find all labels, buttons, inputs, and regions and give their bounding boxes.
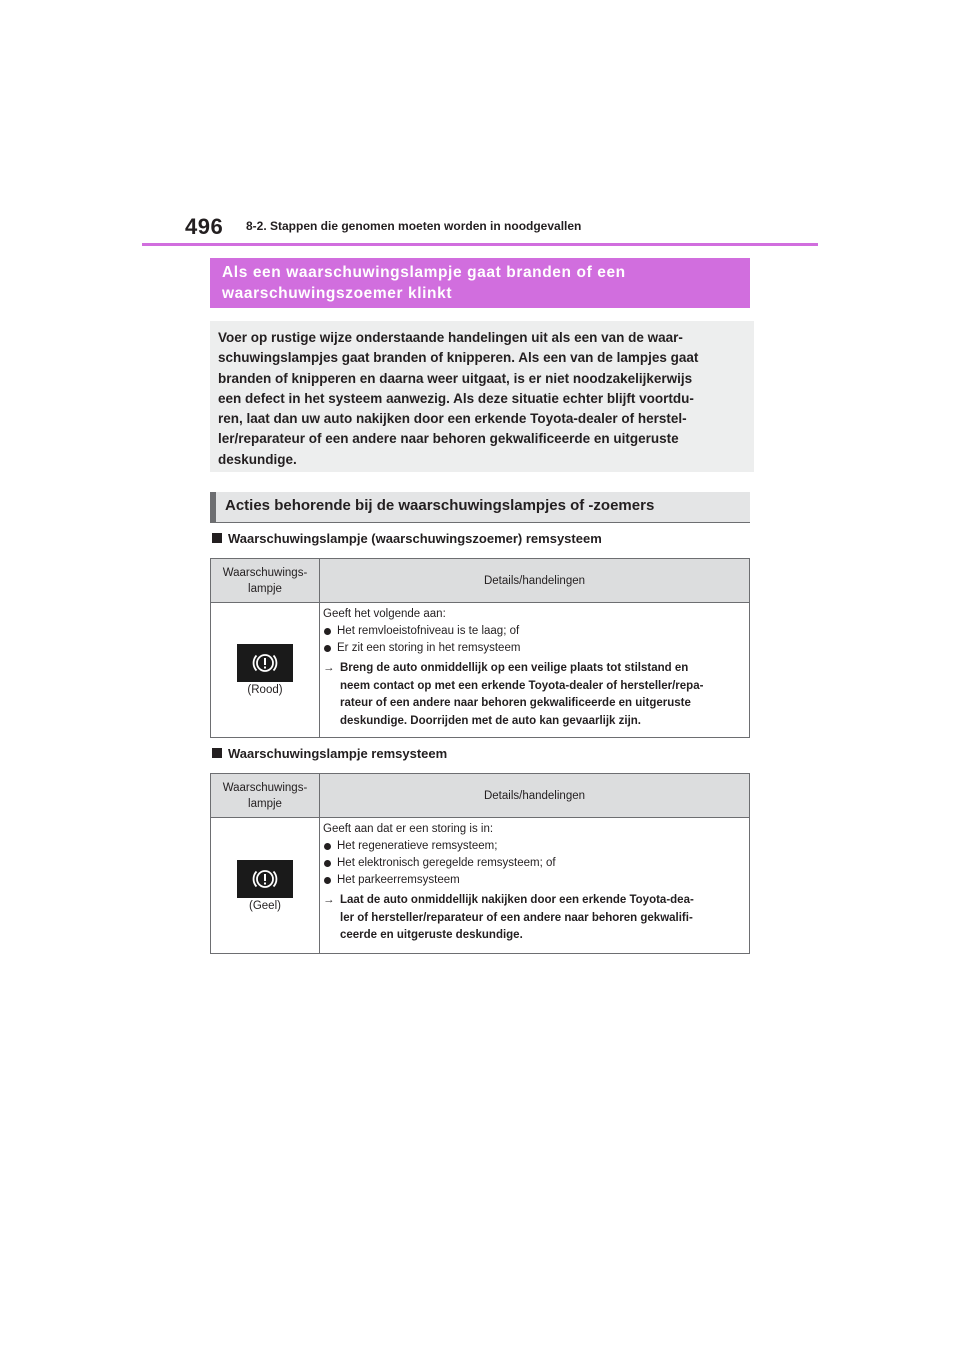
square-bullet-icon <box>212 748 222 758</box>
section-heading: Acties behorende bij de waarschuwingslampjes of -zoemers <box>210 492 750 523</box>
intro-box <box>210 321 754 472</box>
intro-line: ren, laat dan uw auto nakijken door een erkende Toyota-dealer of herstel- <box>218 411 687 427</box>
warning-table-1 <box>210 558 750 738</box>
action-line: neem contact op met een erkende Toyota-dealer of hersteller/repa- <box>340 679 704 692</box>
subheading-brake-system-lamp <box>212 746 447 761</box>
list-item <box>323 640 745 657</box>
page-number: 496 <box>185 214 224 239</box>
header-cell-lamp <box>211 559 320 603</box>
details-cell <box>320 818 750 954</box>
action-line: Laat de auto onmiddellijk nakijken door een erkende Toyota-dea- <box>340 894 694 906</box>
title-box <box>210 258 750 308</box>
action-line: Breng de auto onmiddellijk op een veilige plaats tot stilstand en <box>340 662 689 674</box>
header-lamp-line1: Waarschuwings- <box>222 781 308 794</box>
action-line: ler of hersteller/reparateur of een andere naar behoren gekwalifi- <box>340 911 693 924</box>
list-item <box>323 623 745 640</box>
bullet-dot-icon <box>324 645 331 652</box>
square-bullet-icon <box>212 533 222 543</box>
table-header-row <box>211 774 750 818</box>
subheading-brake-system-warning <box>212 531 602 546</box>
details-cell <box>320 603 750 738</box>
action-line: ceerde en uitgeruste deskundige. <box>340 929 523 942</box>
brake-warning-icon <box>237 644 293 682</box>
warning-table-2 <box>210 773 750 954</box>
list-item <box>323 838 745 855</box>
list-item <box>323 855 745 872</box>
lamp-color-label: (Geel) <box>249 899 281 912</box>
action-line: deskundige. Doorrijden met de auto kan gevaarlijk zijn. <box>340 714 641 727</box>
intro-line: ler/reparateur of een andere naar behoren gekwalificeerde en uitgeruste <box>218 431 679 447</box>
intro-line: Voer op rustige wijze onderstaande handelingen uit als een van de waar- <box>218 330 683 345</box>
brake-warning-icon <box>237 860 293 898</box>
chapter-title: 8-2. Stappen die genomen moeten worden in noodgevallen <box>246 219 582 233</box>
header-lamp-line2: lampje <box>248 582 282 595</box>
lamp-cell <box>211 818 320 954</box>
header-lamp-line1: Waarschuwings- <box>222 566 308 579</box>
list-item-text: Er zit een storing in het remsysteem <box>337 642 521 654</box>
intro-line: schuwingslampjes gaat branden of knipperen. Als een van de lampjes gaat <box>218 350 699 366</box>
subheading-text: Waarschuwingslampje (waarschuwingszoemer) remsysteem <box>228 531 602 546</box>
action-text <box>323 660 745 730</box>
intro-line: deskundige. <box>218 451 297 467</box>
title-line-2: waarschuwingszoemer klinkt <box>222 285 453 302</box>
header-cell-details: Details/handelingen <box>320 559 750 603</box>
header-rule <box>142 243 818 246</box>
action-text <box>323 892 745 945</box>
details-intro: Geeft het volgende aan: <box>323 608 446 620</box>
table-row <box>211 818 750 954</box>
arrow-icon: → <box>323 894 335 906</box>
bullet-dot-icon <box>324 860 331 867</box>
bullet-dot-icon <box>324 843 331 850</box>
intro-line: branden of knipperen en daarna weer uitgaat, is er niet noodzakelijkerwijs <box>218 370 693 386</box>
list-item-text: Het remvloeistofniveau is te laag; of <box>337 625 520 637</box>
action-line: rateur of een andere naar behoren gekwalificeerde en uitgeruste <box>340 697 691 710</box>
lamp-cell <box>211 603 320 738</box>
list-item-text: Het regeneratieve remsysteem; <box>337 840 498 852</box>
header-cell-details: Details/handelingen <box>320 774 750 818</box>
title-line-1: Als een waarschuwingslampje gaat branden of een <box>222 264 626 281</box>
table-row <box>211 603 750 738</box>
table-header-row <box>211 559 750 603</box>
intro-line: een defect in het systeem aanwezig. Als deze situatie echter blijft voortdu- <box>218 390 694 406</box>
bullet-dot-icon <box>324 628 331 635</box>
header-cell-lamp <box>211 774 320 818</box>
list-item-text: Het parkeerremsysteem <box>337 874 460 886</box>
list-item <box>323 872 745 889</box>
subheading-text: Waarschuwingslampje remsysteem <box>228 746 448 761</box>
details-intro: Geeft aan dat er een storing is in: <box>323 823 494 835</box>
lamp-color-label: (Rood) <box>247 684 283 696</box>
header-lamp-line2: lampje <box>248 797 282 810</box>
arrow-icon: → <box>323 662 335 674</box>
list-item-text: Het elektronisch geregelde remsysteem; of <box>337 857 556 869</box>
bullet-dot-icon <box>324 877 331 884</box>
